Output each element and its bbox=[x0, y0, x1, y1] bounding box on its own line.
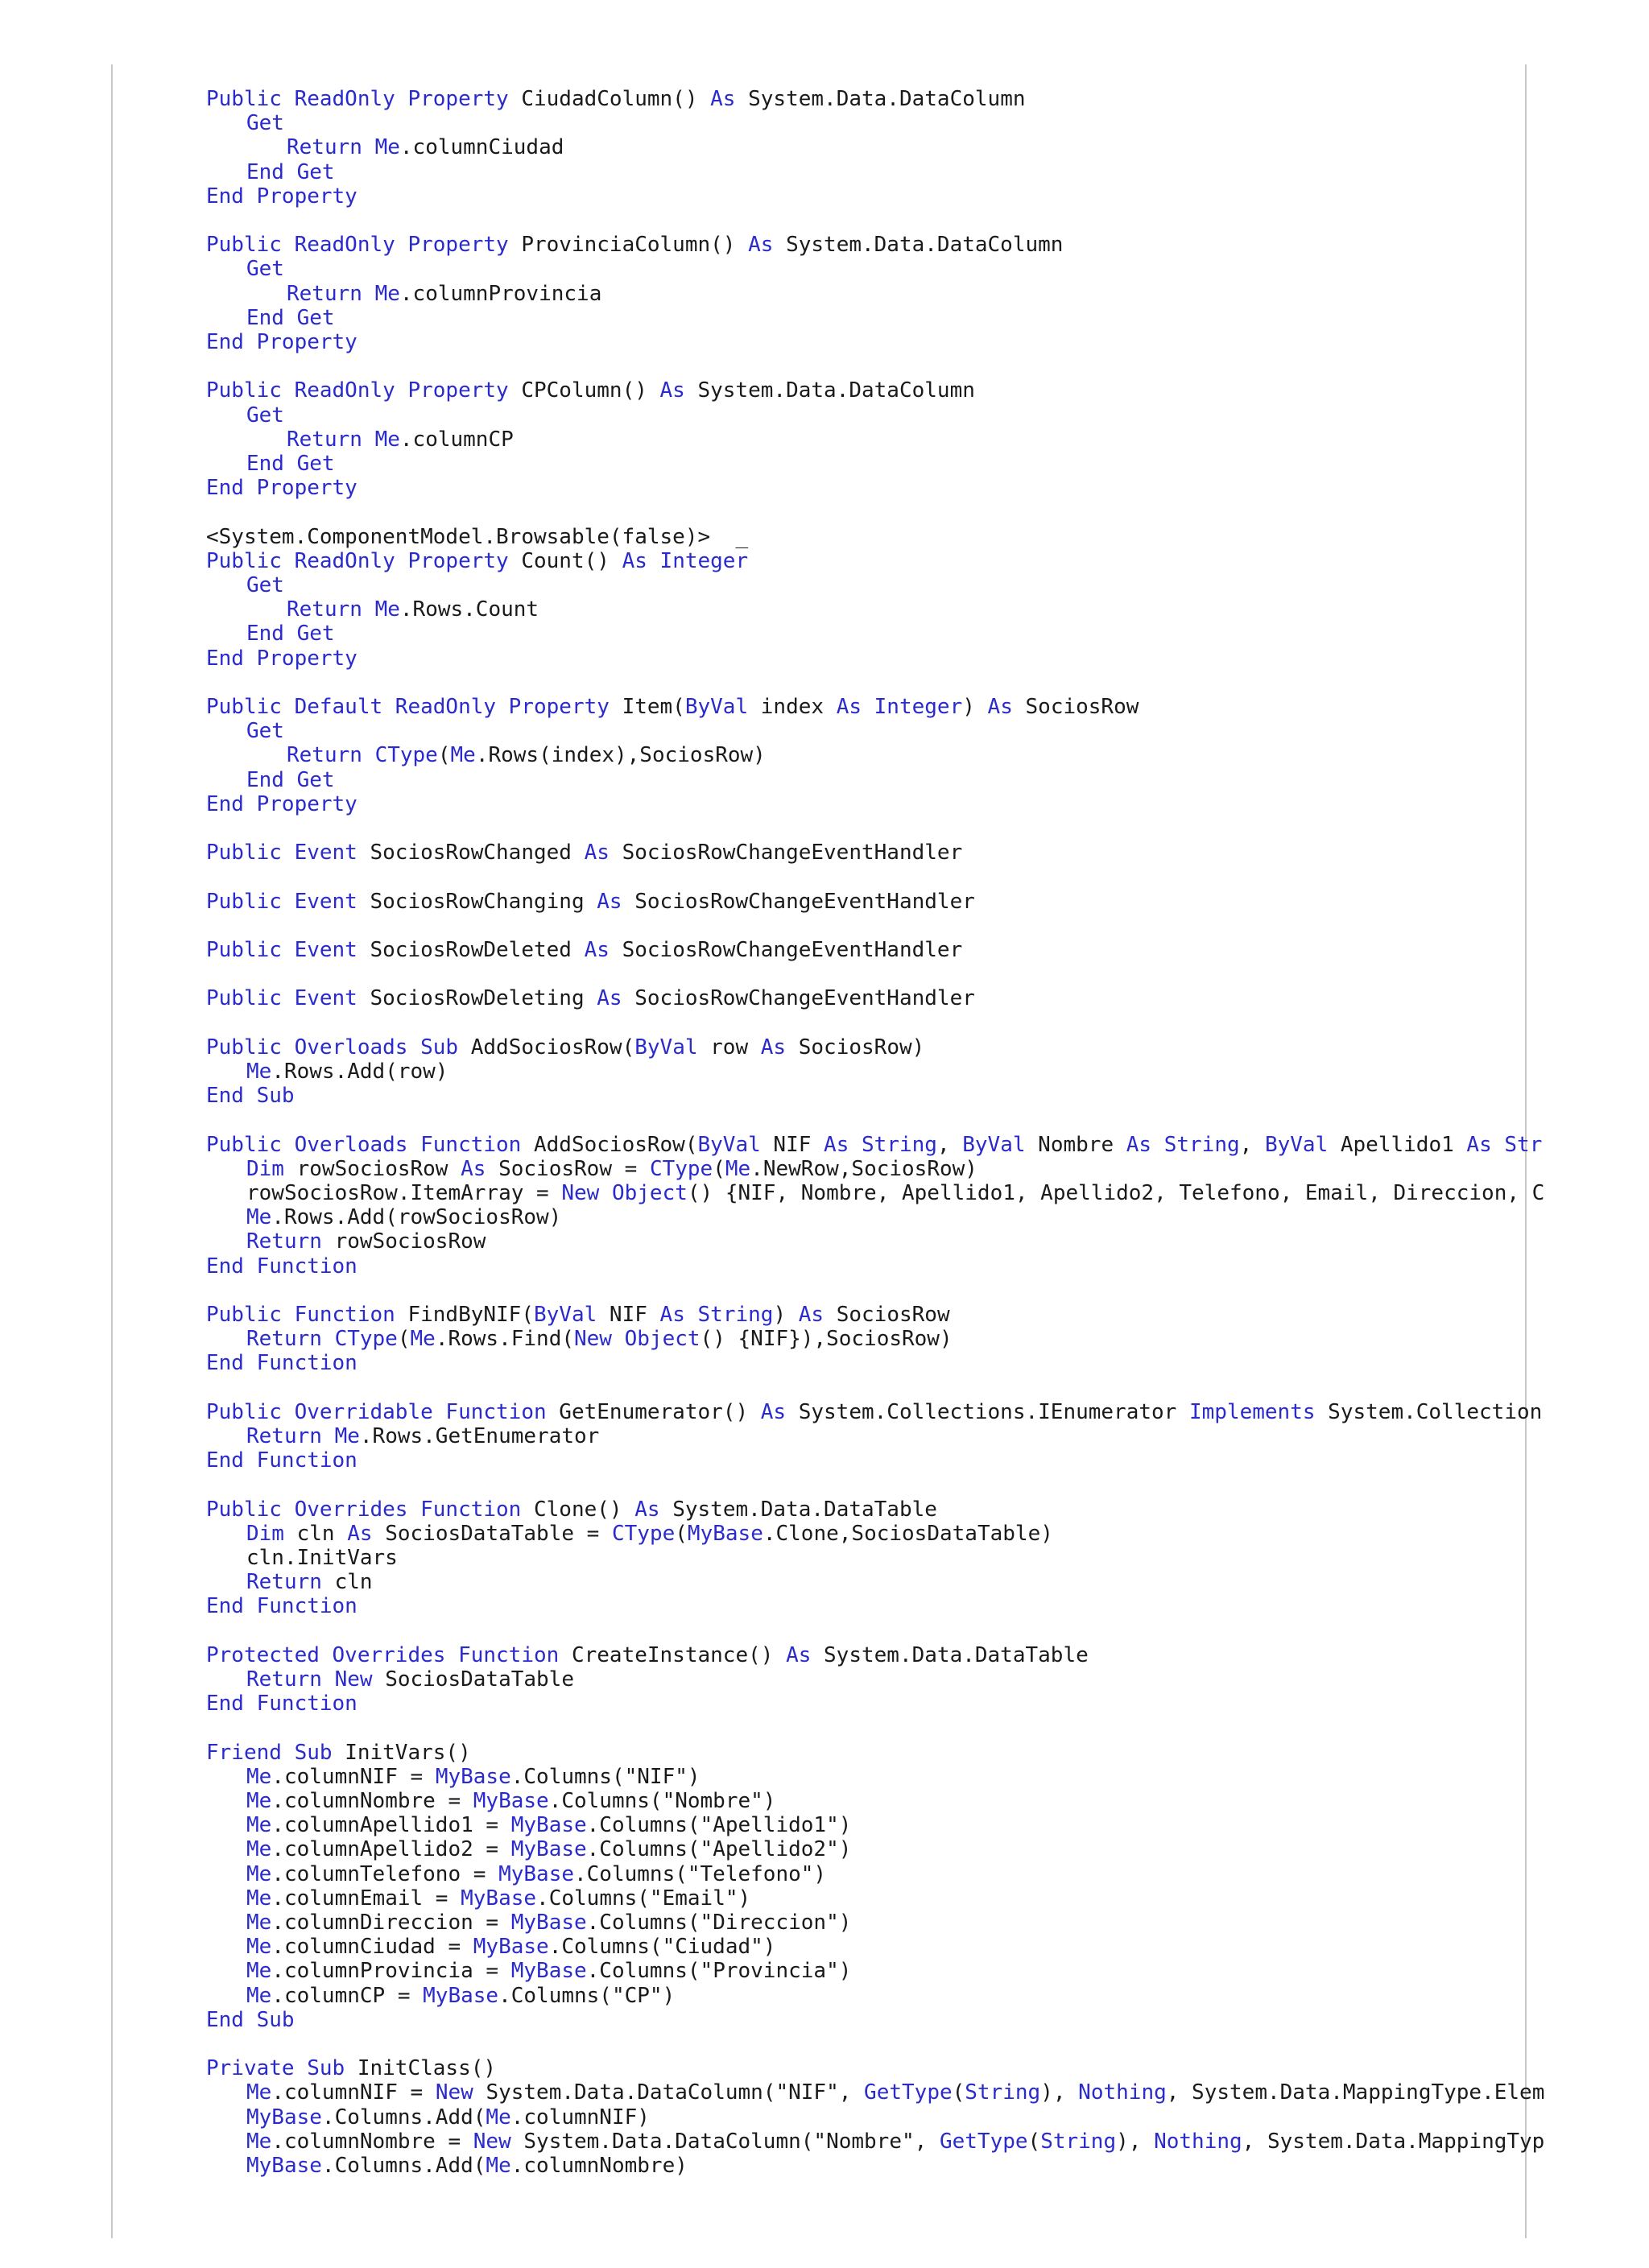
code-keyword: End Get bbox=[246, 305, 335, 330]
code-line bbox=[287, 743, 766, 767]
code-text: .Clone,SociosDataTable) bbox=[763, 1521, 1053, 1546]
code-text: GetEnumerator() bbox=[559, 1399, 761, 1424]
code-text: FindByNIF( bbox=[407, 1303, 534, 1327]
code-text: .columnCP bbox=[399, 427, 514, 452]
code-keyword: New Object bbox=[574, 1327, 701, 1352]
code-keyword: MyBase bbox=[435, 1764, 511, 1789]
code-text: cln.InitVars bbox=[246, 1546, 398, 1570]
code-text: System.Collections.IEnumerator bbox=[798, 1399, 1189, 1424]
code-text: SociosRow bbox=[1025, 695, 1139, 719]
code-keyword: As String bbox=[1126, 1132, 1240, 1157]
code-line bbox=[206, 1303, 950, 1327]
code-keyword: As Str bbox=[1466, 1132, 1543, 1157]
code-keyword: Me bbox=[486, 2105, 511, 2130]
code-line bbox=[206, 87, 1026, 111]
code-keyword: CType bbox=[649, 1156, 713, 1181]
code-keyword: ByVal bbox=[1264, 1132, 1341, 1157]
code-keyword: As bbox=[987, 695, 1026, 719]
code-text: SociosRowChangeEventHandler bbox=[622, 938, 963, 962]
code-listing bbox=[0, 87, 1635, 2261]
code-text: ), bbox=[1040, 2080, 1079, 2105]
code-line bbox=[246, 1060, 448, 1084]
code-line bbox=[246, 1837, 851, 1861]
code-line bbox=[206, 525, 748, 549]
code-keyword: Return Me bbox=[287, 281, 400, 306]
code-text: .Columns("CP") bbox=[498, 1983, 676, 2008]
code-keyword: String bbox=[1040, 2129, 1117, 2154]
code-line bbox=[206, 2008, 295, 2032]
code-text: SociosRowDeleting bbox=[370, 986, 597, 1011]
code-text: System.Data.DataColumn("Nombre", bbox=[523, 2129, 940, 2154]
code-text: System.Data.DataColumn bbox=[786, 233, 1064, 258]
code-text: <System.ComponentModel.Browsable(false)> _ bbox=[206, 524, 749, 549]
code-keyword: Me bbox=[246, 1886, 272, 1911]
code-line bbox=[246, 768, 335, 792]
code-keyword: ByVal bbox=[634, 1035, 711, 1060]
code-text: AddSociosRow( bbox=[470, 1035, 635, 1060]
code-keyword: End Property bbox=[206, 476, 357, 501]
code-text: , bbox=[936, 1132, 963, 1157]
code-keyword: MyBase bbox=[473, 1935, 549, 1960]
code-line bbox=[246, 306, 335, 330]
code-keyword: As bbox=[597, 986, 635, 1011]
code-text: .Columns.Add( bbox=[321, 2105, 486, 2130]
code-text: InitClass() bbox=[357, 2056, 497, 2081]
code-line bbox=[206, 184, 357, 209]
code-text: .Columns.Add( bbox=[321, 2154, 486, 2178]
code-keyword: MyBase bbox=[246, 2105, 322, 2130]
code-keyword: Public ReadOnly Property bbox=[206, 87, 522, 111]
code-line bbox=[206, 1254, 357, 1279]
code-keyword: New bbox=[435, 2080, 486, 2105]
code-keyword: Public Function bbox=[206, 1303, 408, 1327]
code-text: .Columns("Ciudad") bbox=[548, 1935, 776, 1960]
code-keyword: As bbox=[461, 1156, 499, 1181]
code-line bbox=[206, 330, 357, 354]
code-line bbox=[206, 1035, 924, 1060]
code-line bbox=[206, 1400, 1542, 1424]
code-keyword: End Get bbox=[246, 622, 335, 647]
code-line bbox=[246, 2154, 688, 2178]
code-keyword: Implements bbox=[1188, 1399, 1329, 1424]
code-keyword: End Property bbox=[206, 184, 357, 209]
code-keyword: ByVal bbox=[684, 695, 761, 719]
code-text: ( bbox=[952, 2080, 965, 2105]
code-text: Item( bbox=[622, 695, 685, 719]
code-text: index bbox=[760, 695, 837, 719]
code-keyword: Nothing bbox=[1078, 2080, 1167, 2105]
code-text: .Columns("Direccion") bbox=[586, 1911, 852, 1935]
code-text: .columnProvincia = bbox=[271, 1959, 511, 1984]
code-text: SociosRow = bbox=[498, 1156, 650, 1181]
code-keyword: Return Me bbox=[246, 1424, 360, 1448]
code-keyword: Public Overrides Function bbox=[206, 1497, 534, 1522]
code-text: System.Data.DataColumn bbox=[748, 87, 1026, 111]
code-text: .columnNIF) bbox=[510, 2105, 650, 2130]
code-keyword: End Function bbox=[206, 1254, 357, 1279]
code-keyword: End Get bbox=[246, 452, 335, 476]
code-keyword: Get bbox=[246, 719, 284, 744]
code-text: .Rows.Find( bbox=[435, 1327, 574, 1352]
code-keyword: MyBase bbox=[510, 1813, 587, 1838]
code-text: SociosRowChanged bbox=[370, 841, 585, 865]
code-keyword: Public Overloads Function bbox=[206, 1132, 534, 1157]
code-keyword: MyBase bbox=[510, 1837, 587, 1862]
code-keyword: Return New bbox=[246, 1667, 386, 1692]
code-keyword: As bbox=[584, 841, 622, 865]
code-text: cln bbox=[296, 1521, 348, 1546]
code-keyword: Me bbox=[486, 2154, 511, 2178]
code-line bbox=[206, 841, 962, 865]
code-keyword: Return Me bbox=[287, 427, 400, 452]
code-keyword: Me bbox=[246, 1959, 272, 1984]
code-keyword: Public Event bbox=[206, 986, 370, 1011]
code-text: , System.Data.MappingTyp bbox=[1242, 2129, 1545, 2154]
code-keyword: MyBase bbox=[473, 1789, 549, 1813]
code-text: SociosRow) bbox=[798, 1035, 925, 1060]
code-text: SociosDataTable bbox=[385, 1667, 574, 1692]
code-keyword: Private Sub bbox=[206, 2056, 357, 2081]
code-text: SociosRowChanging bbox=[370, 889, 597, 914]
code-keyword: CType bbox=[611, 1521, 676, 1546]
code-line bbox=[246, 1570, 373, 1594]
code-keyword: Me bbox=[246, 2129, 272, 2154]
code-text: Count() bbox=[521, 548, 622, 573]
code-line bbox=[246, 452, 335, 476]
code-line bbox=[206, 792, 357, 816]
code-text: Clone() bbox=[534, 1497, 635, 1522]
code-text: .Columns("NIF") bbox=[510, 1764, 701, 1789]
code-text: , System.Data.MappingType.Elem bbox=[1166, 2080, 1545, 2105]
code-keyword: As bbox=[659, 378, 698, 403]
code-line bbox=[246, 1546, 398, 1570]
code-keyword: Me bbox=[410, 1327, 436, 1352]
code-keyword: As String bbox=[659, 1303, 774, 1327]
code-line bbox=[206, 1133, 1542, 1157]
code-keyword: Public Event bbox=[206, 889, 370, 914]
code-keyword: Return bbox=[246, 1570, 335, 1595]
code-keyword: MyBase bbox=[246, 2154, 322, 2178]
code-line bbox=[246, 1959, 851, 1983]
code-line bbox=[246, 1862, 826, 1886]
code-text: ( bbox=[713, 1156, 725, 1181]
code-text: Nombre bbox=[1038, 1132, 1126, 1157]
code-line bbox=[206, 1741, 471, 1765]
code-line bbox=[246, 1327, 953, 1351]
code-keyword: Nothing bbox=[1154, 2129, 1242, 2154]
code-keyword: Me bbox=[246, 1861, 272, 1886]
code-text: System.Data.DataTable bbox=[672, 1497, 937, 1522]
code-text: .columnNIF = bbox=[271, 1764, 436, 1789]
code-keyword: As String bbox=[824, 1132, 937, 1157]
code-line bbox=[206, 1692, 357, 1716]
code-keyword: Public ReadOnly Property bbox=[206, 233, 522, 258]
code-text: .columnApellido1 = bbox=[271, 1813, 511, 1838]
code-text: .columnTelefono = bbox=[271, 1861, 499, 1886]
code-text: SociosRowDeleted bbox=[370, 938, 585, 962]
code-text: AddSociosRow( bbox=[534, 1132, 698, 1157]
code-keyword: End Property bbox=[206, 791, 357, 816]
code-text: System.Collection bbox=[1328, 1399, 1543, 1424]
code-keyword: Dim bbox=[246, 1521, 297, 1546]
code-text: rowSociosRow.ItemArray = bbox=[246, 1181, 562, 1205]
code-text: NIF bbox=[773, 1132, 824, 1157]
code-keyword: Me bbox=[725, 1156, 751, 1181]
code-keyword: End Function bbox=[206, 1351, 357, 1376]
code-line bbox=[246, 1984, 675, 2008]
code-line bbox=[206, 1498, 937, 1522]
code-keyword: Me bbox=[246, 1789, 272, 1813]
code-keyword: Me bbox=[246, 1837, 272, 1862]
code-text: .Rows.Count bbox=[399, 597, 539, 622]
code-line bbox=[246, 2080, 1544, 2105]
code-keyword: As bbox=[760, 1035, 799, 1060]
code-keyword: MyBase bbox=[498, 1861, 574, 1886]
code-line bbox=[246, 1157, 977, 1181]
code-keyword: Me bbox=[450, 743, 476, 768]
code-keyword: End Function bbox=[206, 1448, 357, 1473]
code-keyword: As bbox=[634, 1497, 673, 1522]
code-keyword: As bbox=[347, 1521, 386, 1546]
code-keyword: Me bbox=[246, 1983, 272, 2008]
code-keyword: Public Event bbox=[206, 938, 370, 962]
code-text: .columnNIF = bbox=[271, 2080, 436, 2105]
code-text: System.Data.DataColumn("NIF", bbox=[486, 2080, 865, 2105]
code-keyword: Dim bbox=[246, 1156, 297, 1181]
code-keyword: Return bbox=[246, 1229, 335, 1254]
code-text: ( bbox=[1027, 2129, 1041, 2154]
code-keyword: MyBase bbox=[687, 1521, 763, 1546]
code-text: cln bbox=[334, 1570, 373, 1595]
code-line bbox=[246, 1181, 1544, 1205]
code-line bbox=[246, 622, 335, 646]
code-text: SociosRowChangeEventHandler bbox=[622, 841, 963, 865]
code-keyword: As bbox=[760, 1399, 799, 1424]
code-keyword: Me bbox=[246, 1935, 272, 1960]
code-line bbox=[206, 476, 357, 500]
code-line bbox=[246, 719, 284, 743]
code-keyword: As bbox=[748, 233, 787, 258]
code-line bbox=[287, 135, 564, 159]
code-keyword: End Function bbox=[206, 1692, 357, 1716]
code-text: .Rows.Add(rowSociosRow) bbox=[271, 1205, 562, 1230]
code-keyword: ByVal bbox=[534, 1303, 610, 1327]
code-text: NIF bbox=[609, 1303, 660, 1327]
code-line bbox=[246, 1424, 599, 1448]
code-text: .Columns("Provincia") bbox=[586, 1959, 852, 1984]
code-keyword: Public Overloads Sub bbox=[206, 1035, 471, 1060]
code-keyword: End Get bbox=[246, 159, 335, 184]
code-text: Apellido1 bbox=[1340, 1132, 1467, 1157]
code-line bbox=[246, 2105, 650, 2130]
code-keyword: End Function bbox=[206, 1594, 357, 1619]
code-text: .columnCiudad = bbox=[271, 1935, 473, 1960]
code-keyword: As bbox=[798, 1303, 837, 1327]
code-text: , bbox=[1239, 1132, 1265, 1157]
code-text: ), bbox=[1116, 2129, 1155, 2154]
code-keyword: Me bbox=[246, 1911, 272, 1935]
code-keyword: New bbox=[473, 2129, 524, 2154]
code-keyword: MyBase bbox=[510, 1959, 587, 1984]
code-text: .columnNombre) bbox=[510, 2154, 688, 2178]
code-line bbox=[206, 890, 975, 914]
code-text: .Columns("Email") bbox=[536, 1886, 751, 1911]
code-keyword: String bbox=[965, 2080, 1041, 2105]
code-keyword: Get bbox=[246, 111, 284, 136]
code-line bbox=[246, 1667, 574, 1692]
code-text: .Rows.Add(row) bbox=[271, 1060, 448, 1084]
code-line bbox=[206, 2056, 496, 2080]
code-line bbox=[246, 2130, 1544, 2154]
code-line bbox=[246, 1522, 1053, 1546]
code-text: SociosRowChangeEventHandler bbox=[634, 889, 975, 914]
code-text: InitVars() bbox=[345, 1740, 471, 1765]
code-keyword: Me bbox=[246, 1205, 272, 1230]
code-text: .Columns("Telefono") bbox=[574, 1861, 827, 1886]
code-text: .columnNombre = bbox=[271, 1789, 473, 1813]
code-text: rowSociosRow bbox=[334, 1229, 486, 1254]
code-keyword: As bbox=[584, 938, 622, 962]
code-keyword: As Integer bbox=[836, 695, 963, 719]
code-keyword: Get bbox=[246, 403, 284, 428]
code-text: CiudadColumn() bbox=[521, 87, 711, 111]
code-line bbox=[246, 1789, 775, 1813]
code-line bbox=[287, 597, 539, 622]
code-text: .columnEmail = bbox=[271, 1886, 461, 1911]
code-text: .Columns("Apellido2") bbox=[586, 1837, 852, 1862]
code-text: .columnDireccion = bbox=[271, 1911, 511, 1935]
code-text: ( bbox=[437, 743, 451, 768]
code-text: SociosDataTable = bbox=[385, 1521, 612, 1546]
code-keyword: MyBase bbox=[461, 1886, 537, 1911]
code-keyword: Public Default ReadOnly Property bbox=[206, 695, 622, 719]
code-text: SociosRow bbox=[836, 1303, 950, 1327]
code-line bbox=[206, 1594, 357, 1618]
code-keyword: Get bbox=[246, 573, 284, 597]
code-text: () {NIF}),SociosRow) bbox=[700, 1327, 953, 1352]
code-text: .columnNombre = bbox=[271, 2129, 473, 2154]
code-keyword: Public Event bbox=[206, 841, 370, 865]
code-line bbox=[206, 1084, 295, 1108]
code-text: CreateInstance() bbox=[571, 1642, 787, 1667]
code-line bbox=[246, 1886, 750, 1911]
code-line bbox=[206, 378, 975, 403]
code-line bbox=[206, 647, 357, 671]
code-keyword: MyBase bbox=[423, 1983, 499, 2008]
code-line bbox=[246, 1935, 775, 1959]
code-keyword: Me bbox=[246, 2080, 272, 2105]
code-text: .Rows.GetEnumerator bbox=[359, 1424, 600, 1448]
code-keyword: As Integer bbox=[622, 548, 749, 573]
code-line bbox=[206, 1448, 357, 1473]
code-keyword: New Object bbox=[561, 1181, 688, 1205]
code-line bbox=[246, 257, 284, 281]
code-line bbox=[246, 1765, 701, 1789]
code-keyword: End Sub bbox=[206, 1084, 295, 1109]
code-keyword: End Get bbox=[246, 767, 335, 792]
code-keyword: End Property bbox=[206, 646, 357, 671]
code-line bbox=[287, 282, 601, 306]
code-line bbox=[206, 695, 1139, 719]
code-text: System.Data.DataColumn bbox=[697, 378, 975, 403]
code-text: rowSociosRow bbox=[296, 1156, 461, 1181]
code-line bbox=[246, 573, 284, 597]
code-keyword: As bbox=[597, 889, 635, 914]
code-line bbox=[206, 549, 748, 573]
code-text: .Columns("Nombre") bbox=[548, 1789, 776, 1813]
code-text: .columnCP = bbox=[271, 1983, 424, 2008]
code-keyword: Public ReadOnly Property bbox=[206, 548, 522, 573]
code-text: ( bbox=[397, 1327, 411, 1352]
code-line bbox=[246, 111, 284, 135]
code-keyword: Me bbox=[246, 1764, 272, 1789]
code-text: .NewRow,SociosRow) bbox=[750, 1156, 977, 1181]
code-text: row bbox=[710, 1035, 761, 1060]
code-keyword: Get bbox=[246, 257, 284, 282]
code-text: ) bbox=[962, 695, 988, 719]
code-keyword: Return Me bbox=[287, 597, 400, 622]
code-line bbox=[246, 1205, 561, 1229]
code-line bbox=[206, 233, 1063, 257]
code-text: ) bbox=[773, 1303, 799, 1327]
code-line bbox=[246, 1813, 851, 1837]
code-line bbox=[246, 1229, 486, 1254]
code-keyword: ByVal bbox=[962, 1132, 1039, 1157]
code-keyword: Return Me bbox=[287, 135, 400, 160]
code-keyword: ByVal bbox=[697, 1132, 774, 1157]
code-line bbox=[246, 160, 335, 184]
code-line bbox=[206, 1351, 357, 1375]
code-keyword: Me bbox=[246, 1813, 272, 1838]
code-text: .Rows(index),SociosRow) bbox=[475, 743, 766, 768]
code-keyword: GetType bbox=[864, 2080, 953, 2105]
code-text: SociosRowChangeEventHandler bbox=[634, 986, 975, 1011]
code-text: ProvinciaColumn() bbox=[521, 233, 749, 258]
code-line bbox=[246, 403, 284, 428]
code-keyword: Protected Overrides Function bbox=[206, 1642, 572, 1667]
code-line bbox=[206, 1643, 1089, 1667]
code-text: CPColumn() bbox=[521, 378, 660, 403]
code-text: .columnCiudad bbox=[399, 135, 564, 160]
code-keyword: End Property bbox=[206, 330, 357, 354]
code-text: .columnApellido2 = bbox=[271, 1837, 511, 1862]
code-text: System.Data.DataTable bbox=[824, 1642, 1089, 1667]
code-keyword: Return CType bbox=[287, 743, 438, 768]
code-text: ( bbox=[675, 1521, 688, 1546]
code-keyword: MyBase bbox=[510, 1911, 587, 1935]
code-line bbox=[287, 428, 514, 452]
code-keyword: Public ReadOnly Property bbox=[206, 378, 522, 403]
code-keyword: As bbox=[786, 1642, 824, 1667]
code-keyword: Return CType bbox=[246, 1327, 398, 1352]
code-line bbox=[206, 938, 962, 962]
code-keyword: Me bbox=[246, 1060, 272, 1084]
code-keyword: GetType bbox=[939, 2129, 1028, 2154]
code-keyword: As bbox=[710, 87, 749, 111]
code-line bbox=[246, 1911, 851, 1935]
code-text: .Columns("Apellido1") bbox=[586, 1813, 852, 1838]
code-keyword: Friend Sub bbox=[206, 1740, 345, 1765]
code-text: .columnProvincia bbox=[399, 281, 602, 306]
code-line bbox=[206, 986, 975, 1010]
code-keyword: Public Overridable Function bbox=[206, 1399, 560, 1424]
code-text: () {NIF, Nombre, Apellido1, Apellido2, Telefono, Email, Direccion, C bbox=[687, 1181, 1545, 1205]
code-keyword: End Sub bbox=[206, 2007, 295, 2032]
